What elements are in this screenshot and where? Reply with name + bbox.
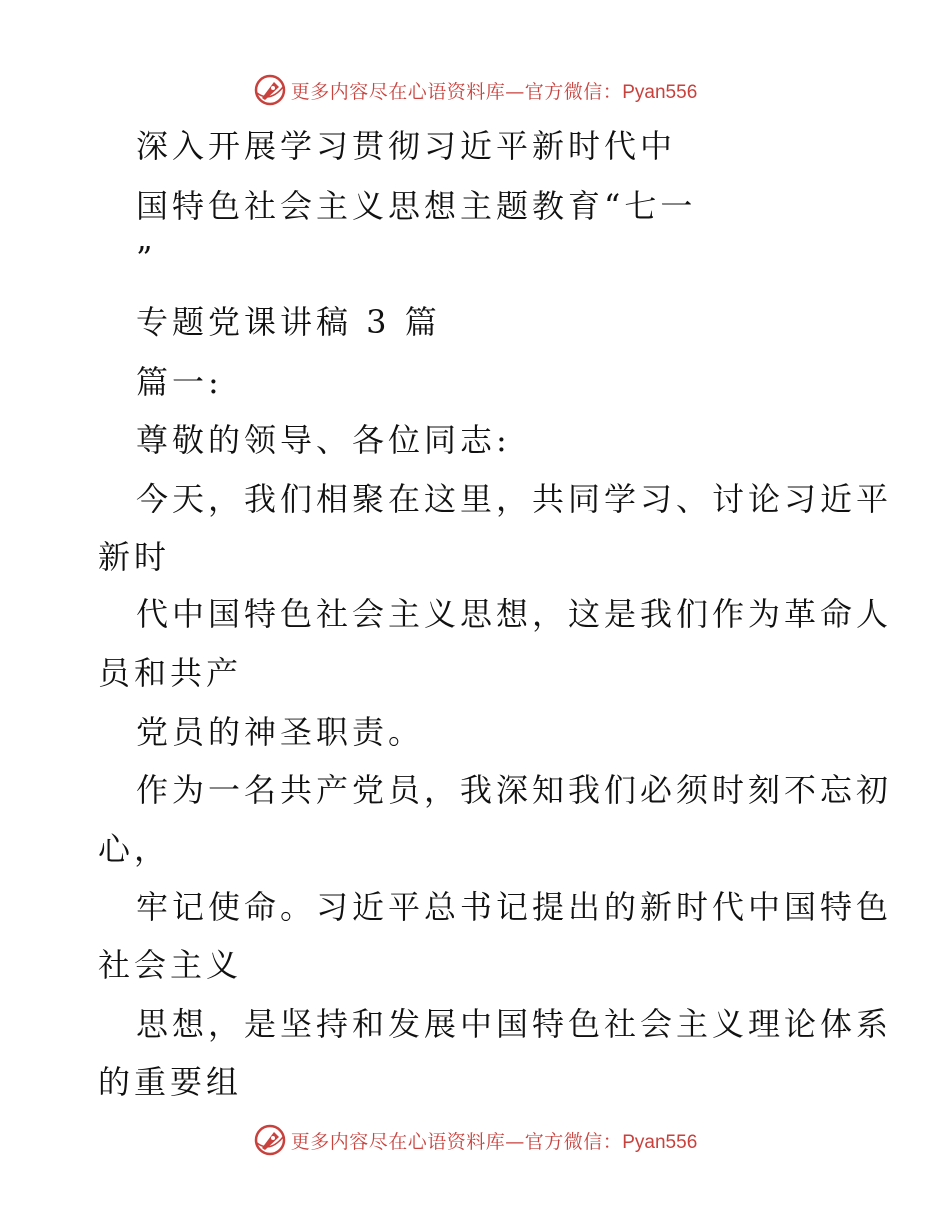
watermark-text: 更多内容尽在心语资料库—官方微信：Pyan556: [290, 1130, 698, 1153]
body-line-11: 的重要组: [98, 1063, 243, 1101]
body-line-7: 心，: [98, 830, 171, 868]
body-line-10: 思想，是坚持和发展中国特色社会主义理论体系: [136, 1005, 893, 1043]
body-line-9: 社会主义: [98, 946, 243, 984]
body-line-8: 牢记使命。习近平总书记提出的新时代中国特色: [136, 888, 893, 926]
body-line-3: 代中国特色社会主义思想，这是我们作为革命人: [136, 595, 893, 633]
watermark-text: 更多内容尽在心语资料库—官方微信：Pyan556: [290, 80, 698, 103]
body-line-5: 党员的神圣职责。: [136, 713, 425, 751]
title-line-2: 国特色社会主义思想主题教育“七一: [136, 187, 697, 225]
top-watermark-banner: [0, 68, 950, 112]
bottom-watermark-banner: [0, 1118, 950, 1162]
pen-nib-logo-icon: [253, 73, 287, 107]
title-line-3: ”: [136, 239, 157, 277]
section-heading: 篇一:: [136, 363, 223, 401]
body-line-1: 今天，我们相聚在这里，共同学习、讨论习近平: [136, 480, 893, 518]
body-line-6: 作为一名共产党员，我深知我们必须时刻不忘初: [136, 771, 893, 809]
wechat-id: Pyan556: [622, 81, 698, 103]
body-line-4: 员和共产: [98, 654, 243, 692]
body-line-2: 新时: [98, 538, 171, 576]
greeting: 尊敬的领导、各位同志:: [136, 421, 511, 459]
wechat-id: Pyan556: [622, 1131, 698, 1153]
title-line-4: 专题党课讲稿 3 篇: [136, 303, 441, 341]
pen-nib-logo-icon: [253, 1123, 287, 1157]
title-line-1: 深入开展学习贯彻习近平新时代中: [136, 127, 677, 165]
